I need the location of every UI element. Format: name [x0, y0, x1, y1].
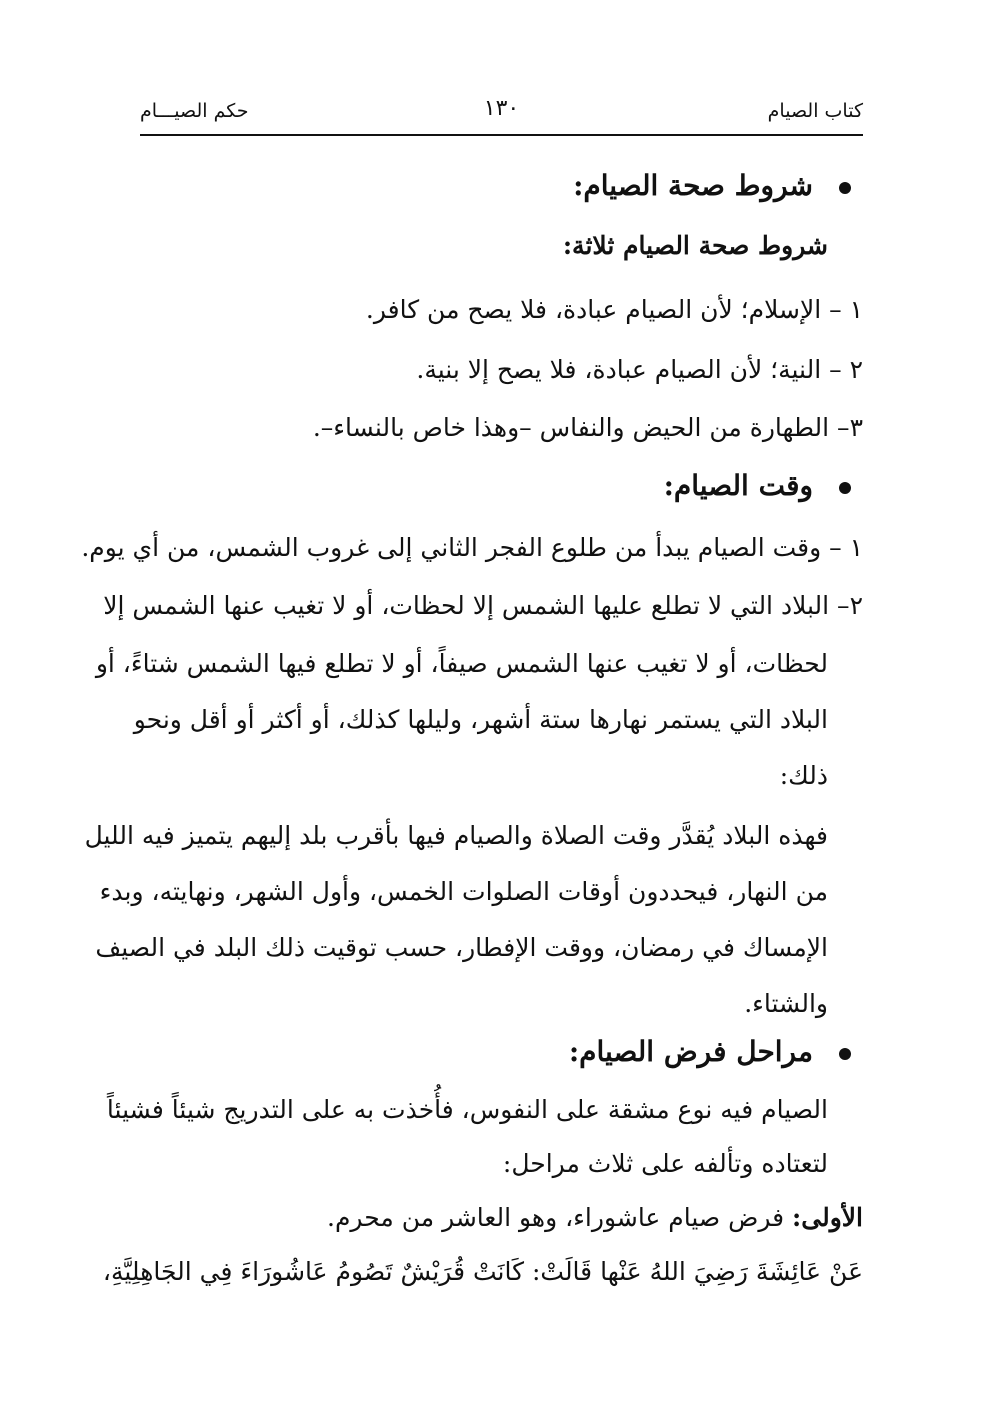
- time-para-line-2: من النهار، فيحددون أوقات الصلوات الخمس، وأول الشهر، ونهايته، وبدء: [99, 877, 828, 906]
- header-divider: [140, 134, 863, 136]
- time-para-line-4: والشتاء.: [744, 989, 828, 1018]
- condition-item-3: ٣– الطهارة من الحيض والنفاس –وهذا خاص بالنساء–.: [312, 413, 863, 442]
- condition-item-2: ٢ – النية؛ لأن الصيام عبادة، فلا يصح إلا بنية.: [416, 355, 863, 384]
- header-page-number: ١٣٠: [483, 96, 520, 121]
- time-item-1: ١ – وقت الصيام يبدأ من طلوع الفجر الثاني إلى غروب الشمس، من أي يوم.: [81, 533, 863, 562]
- section-heading-stages: مراحل فرض الصيام:: [150, 1032, 863, 1072]
- header-book-title: كتاب الصيام: [767, 100, 863, 122]
- time-item-2-line-3: البلاد التي يستمر نهارها ستة أشهر، وليلها كذلك، أو أكثر أو أقل ونحو: [133, 705, 828, 734]
- hadith-line: عَنْ عَائِشَةَ رَضِيَ اللهُ عَنْها قَالَتْ: كَانَتْ قُرَيْشٌ تَصُومُ عَاشُورَاءَ فِي الجَاهِلِيَّةِ،: [102, 1257, 863, 1286]
- section-heading-conditions: شروط صحة الصيام:: [150, 166, 863, 206]
- time-item-2-line-1: ٢– البلاد التي لا تطلع عليها الشمس إلا لحظات، أو لا تغيب عنها الشمس إلا: [103, 591, 863, 620]
- subheading-conditions-count: شروط صحة الصيام ثلاثة:: [562, 231, 828, 260]
- bullet-icon: [839, 482, 851, 494]
- stages-para-line-2: لتعتاده وتألفه على ثلاث مراحل:: [502, 1149, 828, 1178]
- section-heading-time: وقت الصيام:: [150, 466, 863, 506]
- header-chapter-title: حكم الصيـــام: [140, 100, 249, 122]
- page-header: [140, 96, 863, 132]
- time-para-line-1: فهذه البلاد يُقدَّر وقت الصلاة والصيام فيها بأقرب بلد إليهم يتميز فيه الليل: [84, 821, 828, 850]
- time-item-2-line-4: ذلك:: [779, 761, 828, 790]
- stage-first-label: الأولى:: [792, 1203, 863, 1232]
- time-para-line-3: الإمساك في رمضان، ووقت الإفطار، حسب توقيت ذلك البلد في الصيف: [95, 933, 828, 962]
- time-item-2-line-2: لحظات، أو لا تغيب عنها الشمس صيفاً، أو لا تطلع فيها الشمس شتاءً، أو: [95, 649, 828, 678]
- stage-first: [150, 1198, 863, 1238]
- bullet-icon: [839, 182, 851, 194]
- condition-item-1: ١ – الإسلام؛ لأن الصيام عبادة، فلا يصح من كافر.: [365, 295, 863, 324]
- bullet-icon: [839, 1048, 851, 1060]
- stage-first-text: فرض صيام عاشوراء، وهو العاشر من محرم.: [327, 1203, 793, 1232]
- stages-para-line-1: الصيام فيه نوع مشقة على النفوس، فأُخذت به على التدريج شيئاً فشيئاً: [106, 1095, 828, 1124]
